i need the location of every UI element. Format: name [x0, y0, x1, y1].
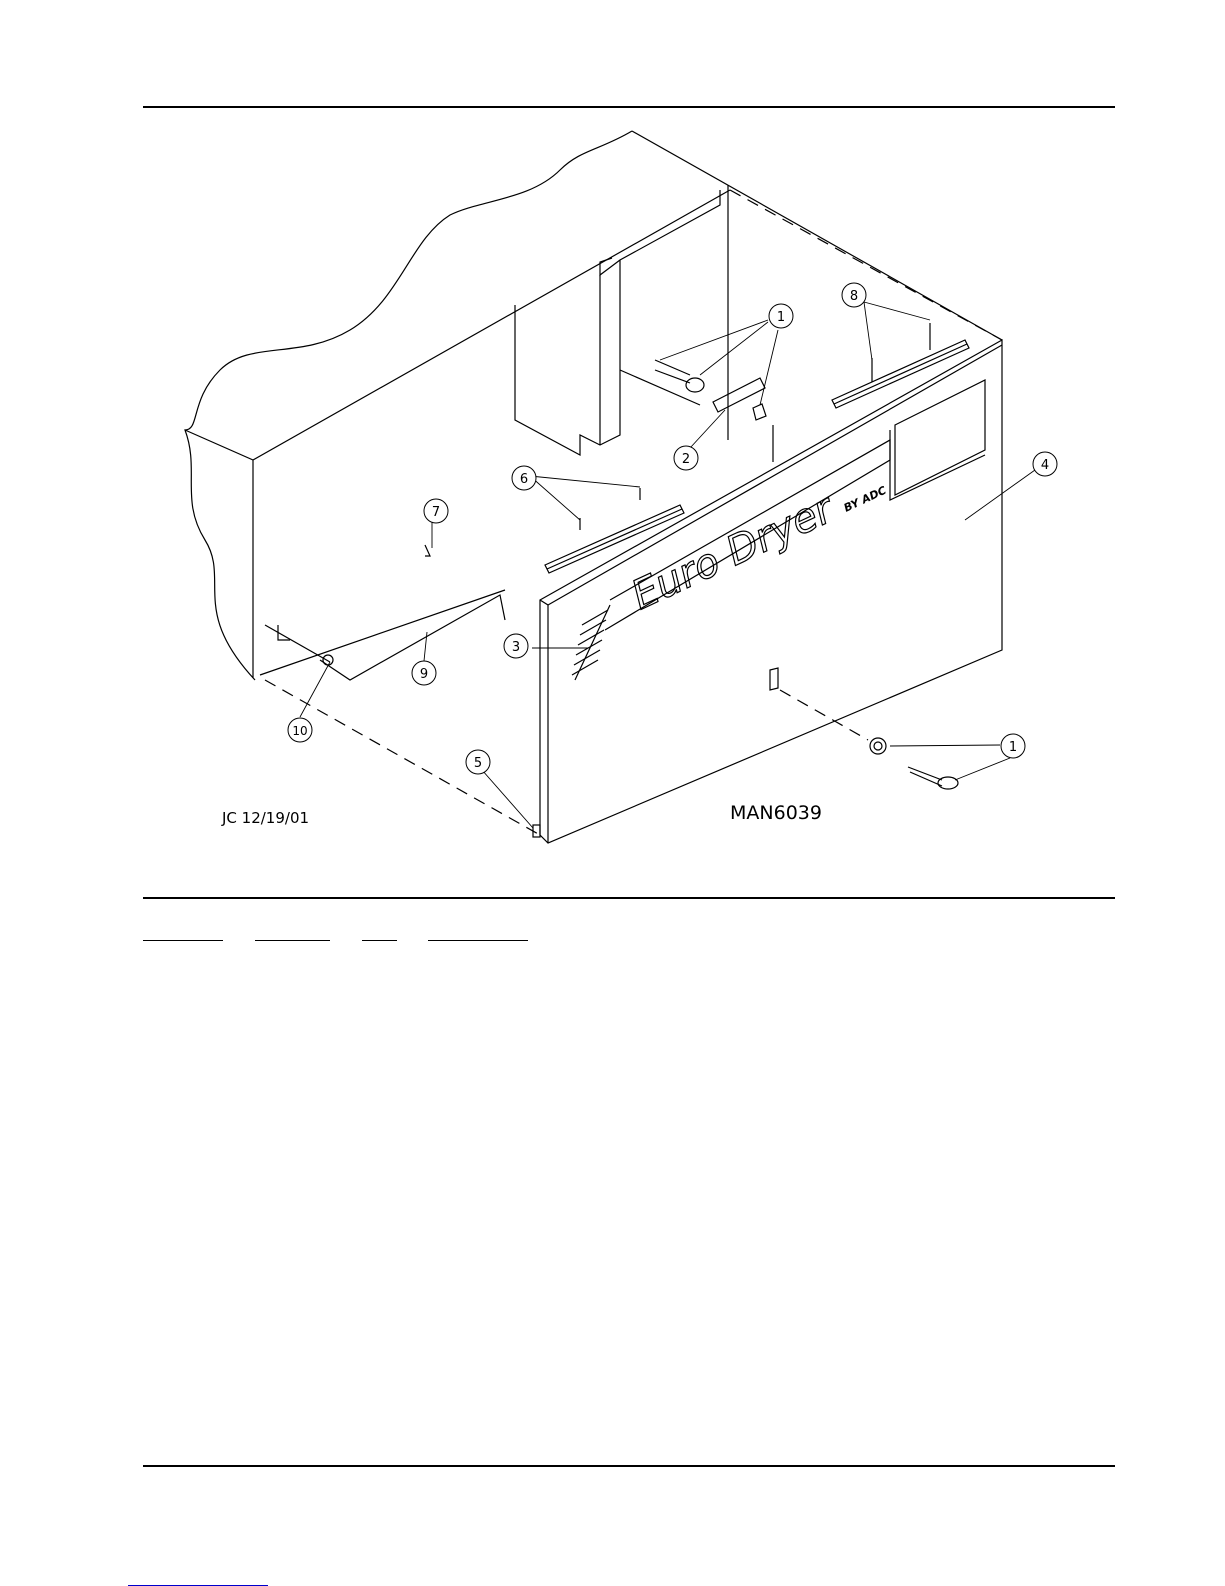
- cabinet-inner-top: [253, 190, 730, 460]
- logo-byline: BY ADC: [841, 483, 889, 515]
- svg-text:6: 6: [519, 472, 529, 487]
- callout-1-top: [769, 304, 793, 328]
- svg-text:9: 9: [419, 667, 429, 682]
- svg-text:1: 1: [1008, 740, 1018, 755]
- callout-3: [504, 634, 528, 658]
- callout-9: [412, 661, 436, 685]
- column-header-4: [428, 922, 528, 941]
- cabinet-top-edge: [632, 131, 1002, 340]
- svg-text:10: 10: [292, 724, 308, 738]
- latch-slot: [770, 668, 778, 690]
- column-header-2: [255, 922, 330, 941]
- pin-10: [265, 625, 330, 662]
- column-header-1: [143, 922, 223, 941]
- knob-washer: [870, 738, 886, 754]
- door-rod: [320, 595, 505, 680]
- knob-screw: [908, 767, 942, 786]
- callout-5: [466, 750, 490, 774]
- drafter-date: JC 12/19/01: [222, 809, 310, 827]
- callout-7: [424, 499, 448, 523]
- callout-2: [674, 446, 698, 470]
- svg-text:7: 7: [431, 505, 441, 520]
- drawing-number: MAN6039: [730, 802, 822, 824]
- callout-1-bottom: [1001, 734, 1025, 758]
- svg-text:5: 5: [473, 756, 483, 771]
- cabinet-left-face: [185, 430, 253, 678]
- svg-text:2: 2: [681, 452, 691, 467]
- callout-4: [1033, 452, 1057, 476]
- svg-text:8: 8: [849, 289, 859, 304]
- inner-bulkhead: [515, 190, 720, 455]
- column-header-3: [362, 922, 397, 941]
- footer-link[interactable]: [128, 1571, 268, 1586]
- callout-6: [512, 466, 536, 490]
- latch-plate: [713, 378, 765, 412]
- svg-text:3: 3: [511, 640, 521, 655]
- svg-text:1: 1: [776, 310, 786, 325]
- callout-8: [842, 283, 866, 307]
- latch-bolt: [655, 360, 690, 383]
- door-window: [895, 380, 985, 495]
- cabinet-break-line: [185, 131, 632, 680]
- eurodryer-logo: Euro Dryer: [624, 485, 841, 620]
- footer-rule: [143, 1465, 1115, 1467]
- svg-text:4: 4: [1040, 458, 1050, 473]
- clip-7: [425, 545, 430, 556]
- callout-10: [288, 718, 312, 742]
- parts-table-rule: [143, 897, 1115, 899]
- door-panel: [540, 340, 1002, 843]
